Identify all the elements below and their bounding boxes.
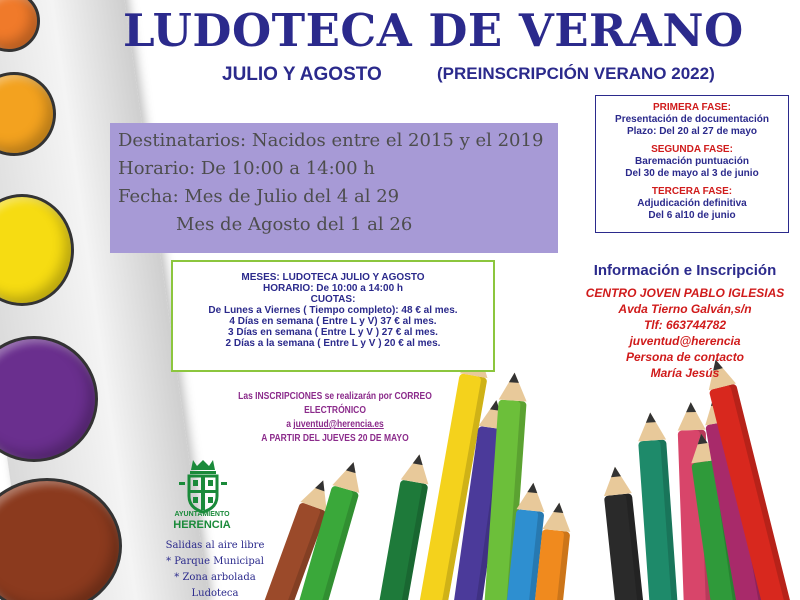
outdoor-line: Salidas al aire libre [165,540,265,551]
date-august-text: Mes de Agosto del 1 al 26 [176,214,413,235]
poster-title: LUDOTECA DE VERANO [123,4,744,57]
contact-block [580,262,790,381]
pencil-black [604,493,644,600]
preinscription-subtitle: (PREINSCRIPCIÓN VERANO 2022) [437,64,715,83]
contact-title: Información e Inscripción [593,262,777,279]
contact-person-name: María Jesús [650,366,720,380]
phase-1-line-1: Presentación de documentación [615,114,769,125]
town-name-text: HERENCIA [173,519,231,531]
registration-notice [233,390,437,446]
fee-line: 4 Días en semana ( Entre L y V) 37 € al mes. [229,316,437,327]
phase-3-line-1: Adjudicación definitiva [637,198,747,209]
contact-center: CENTRO JOVEN PABLO IGLESIAS [585,286,785,300]
phases-box [595,95,789,233]
phase-1-label: PRIMERA FASE: [653,102,731,113]
schedule-text: Horario: De 10:00 a 14:00 h [118,158,375,179]
date-july-text: Fecha: Mes de Julio del 4 al 29 [118,186,400,207]
town-logo-text [167,511,237,531]
fee-line: De Lunes a Viernes ( Tiempo completo): 48 € al mes. [208,305,458,316]
fees-label: CUOTAS: [310,294,356,305]
fee-line: 3 Días en semana ( Entre L y V ) 27 € al mes. [228,327,438,338]
registration-line-2 [233,418,437,432]
poster-subtitle: JULIO Y AGOSTO [222,64,382,85]
phase-2-line-1: Baremación puntuación [635,156,749,167]
registration-line-1: Las INSCRIPCIONES se realizarán por CORREO ELECTRÓNICO [238,391,432,416]
phase-1-line-2: Plazo: Del 20 al 27 de mayo [626,126,758,137]
outdoor-line: * Zona arbolada Ludoteca [174,572,256,599]
registration-email-link[interactable]: juventud@herencia.es [293,419,384,430]
fee-line: 2 Días a la semana ( Entre L y V ) 20 € al mes. [225,338,441,349]
contact-person-label: Persona de contacto [625,350,745,364]
ayuntamiento-text: AYUNTAMIENTO [174,511,230,518]
phase-2-line-2: Del 30 de mayo al 3 de junio [625,168,759,179]
info-box [110,123,558,253]
town-crest-icon [173,456,233,516]
contact-email: juventud@herencia [629,334,741,348]
prices-box [171,260,495,372]
pencil-dark-green [378,480,428,600]
outdoor-line: * Parque Municipal [166,556,264,567]
phase-2-label: SEGUNDA FASE: [651,144,733,155]
phase-3-label: TERCERA FASE: [651,186,733,197]
registration-prefix: a [286,419,291,430]
phase-3-line-2: Del 6 al10 de junio [648,210,736,221]
hours-text: HORARIO: De 10:00 a 14:00 h [262,283,404,294]
pencil-teal [638,439,678,600]
contact-phone: Tlf: 663744782 [643,318,727,332]
months-text: MESES: LUDOTECA JULIO Y AGOSTO [241,272,425,283]
contact-address: Avda Tierno Galván,s/n [618,302,752,316]
registration-line-3: A PARTIR DEL JUEVES 20 DE MAYO [261,433,409,444]
outdoor-activities [150,538,280,600]
recipients-text: Destinatarios: Nacidos entre el 2015 y el 2019 [118,130,544,151]
